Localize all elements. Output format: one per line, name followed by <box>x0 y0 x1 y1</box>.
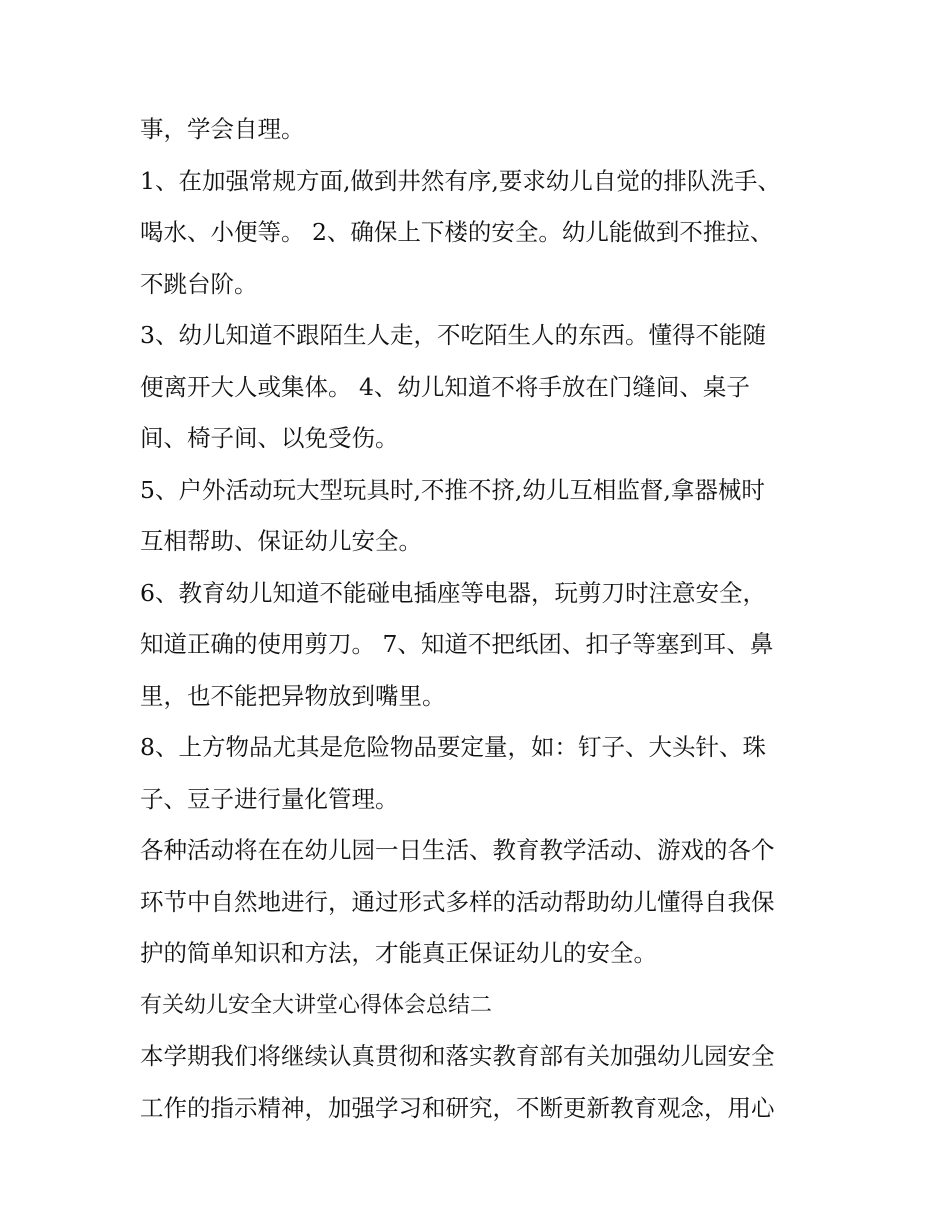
text-line: 环节中自然地进行，通过形式多样的活动帮助幼儿懂得自我保 <box>140 887 775 916</box>
text-line: 互相帮助、保证幼儿安全。 <box>140 527 422 555</box>
text-line: 6、教育幼儿知道不能碰电插座等电器，玩剪刀时注意安全， <box>140 578 766 607</box>
text-line: 便离开大人或集体。 4、幼儿知道不将手放在门缝间、桌子 <box>140 372 750 401</box>
text-line: 子、豆子进行量化管理。 <box>140 784 399 813</box>
text-line: 3、幼儿知道不跟陌生人走，不吃陌生人的东西。懂得不能随 <box>140 321 766 349</box>
text-line: 知道正确的使用剪刀。 7、知道不把纸团、扣子等塞到耳、鼻 <box>140 630 774 658</box>
text-line: 本学期我们将继续认真贯彻和落实教育部有关加强幼儿园安全 <box>140 1042 775 1070</box>
document-body <box>140 104 830 1134</box>
text-line: 8、上方物品尤其是危险物品要定量，如：钉子、大头针、珠 <box>140 733 766 761</box>
text-line: 间、椅子间、以免受伤。 <box>140 424 399 452</box>
section-heading: 有关幼儿安全大讲堂心得体会总结二 <box>140 992 493 1018</box>
text-line: 1、在加强常规方面,做到井然有序,要求幼儿自觉的排队洗手、 <box>140 166 781 195</box>
text-line: 护的简单知识和方法，才能真正保证幼儿的安全。 <box>140 939 657 967</box>
text-line: 工作的指示精神，加强学习和研究，不断更新教育观念，用心 <box>140 1093 775 1122</box>
text-line: 里，也不能把异物放到嘴里。 <box>140 681 446 710</box>
text-line: 不跳台阶。 <box>140 269 258 298</box>
text-line: 事，学会自理。 <box>140 115 305 143</box>
text-line: 各种活动将在在幼儿园一日生活、教育教学活动、游戏的各个 <box>140 836 775 864</box>
text-line: 5、户外活动玩大型玩具时,不推不挤,幼儿互相监督,拿器械时 <box>140 475 765 504</box>
text-line: 喝水、小便等。 2、确保上下楼的安全。幼儿能做到不推拉、 <box>140 218 774 246</box>
